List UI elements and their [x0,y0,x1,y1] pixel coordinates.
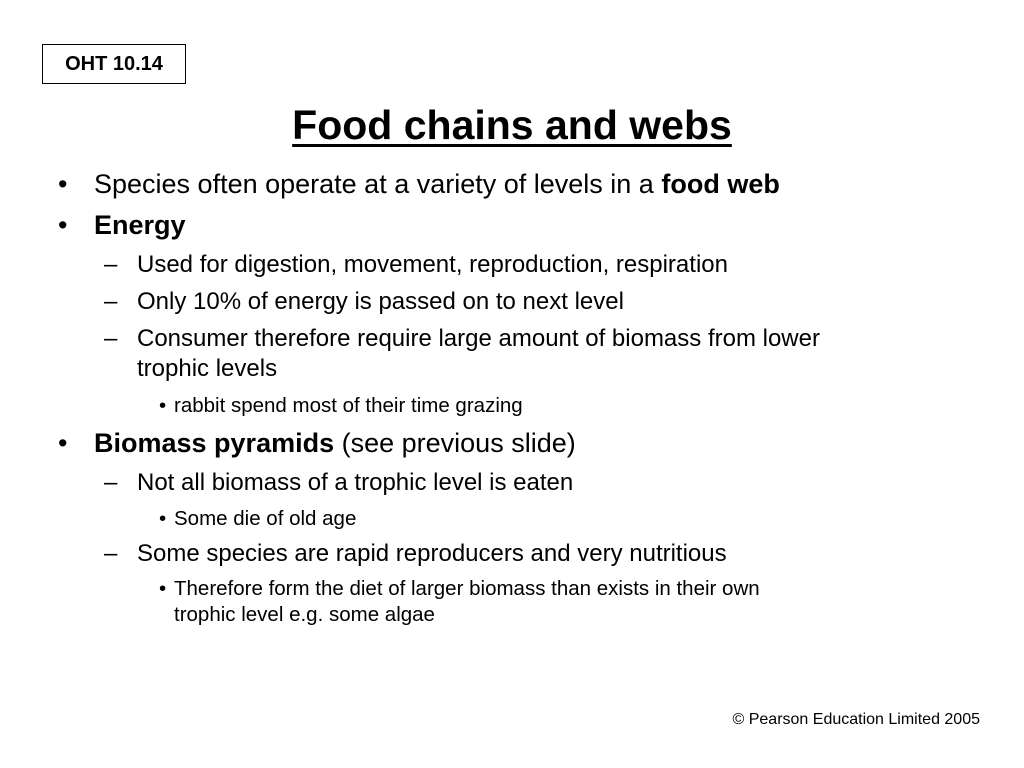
bullet-marker: • [58,169,68,199]
dash-marker: – [104,540,118,567]
tertiary-bullet-line: trophic level e.g. some algae [174,603,435,626]
sub-bullet-text: Only 10% of energy is passed on to next level [137,288,624,315]
bullet-plain-text: Species often operate at a variety of levels in a [94,169,662,199]
tertiary-bullet-diet [159,576,760,628]
tertiary-bullet-old-age [159,506,356,532]
bullet-bold-text: Biomass pyramids [94,428,335,458]
dash-marker: – [104,288,118,315]
dash-marker: – [104,251,118,278]
sub-bullet-energy-uses [104,250,728,280]
sub-bullet-text: Used for digestion, movement, reproduction, respiration [137,251,728,278]
tertiary-bullet-line: Therefore form the diet of larger biomass than exists in their own [174,577,760,600]
bullet-text [94,428,576,459]
slide-number-label: OHT 10.14 [42,44,186,84]
tertiary-bullet-text [174,576,760,628]
sub-bullet-energy-transfer [104,287,624,317]
tertiary-bullet-text: rabbit spend most of their time grazing [174,394,523,417]
bullet-marker: • [159,507,167,530]
sub-bullet-line: Consumer therefore require large amount of biomass from lower [137,325,820,352]
bullet-marker: • [159,394,167,417]
sub-bullet-not-all-eaten [104,468,573,498]
bullet-marker: • [58,428,68,458]
bullet-bold-text: food web [661,169,780,199]
copyright-footer: © Pearson Education Limited 2005 [732,711,980,728]
sub-bullet-line: trophic levels [137,355,278,382]
bullet-marker: • [58,210,68,240]
bullet-biomass-pyramids [58,428,576,459]
slide-title: Food chains and webs [292,102,732,148]
bullet-marker: • [159,577,167,600]
bullet-plain-text: (see previous slide) [334,428,576,458]
sub-bullet-text: Some species are rapid reproducers and very nutritious [137,540,727,567]
tertiary-bullet-text: Some die of old age [174,507,357,530]
bullet-food-web [58,169,780,200]
sub-bullet-text: Not all biomass of a trophic level is eaten [137,469,574,496]
tertiary-bullet-rabbit [159,393,523,419]
bullet-energy [58,210,186,241]
sub-bullet-rapid-reproducers [104,539,727,569]
dash-marker: – [104,469,118,496]
sub-bullet-text [137,324,820,384]
bullet-text [94,169,780,200]
dash-marker: – [104,325,118,352]
bullet-bold-text: Energy [94,210,186,240]
sub-bullet-consumer-biomass [104,324,820,384]
